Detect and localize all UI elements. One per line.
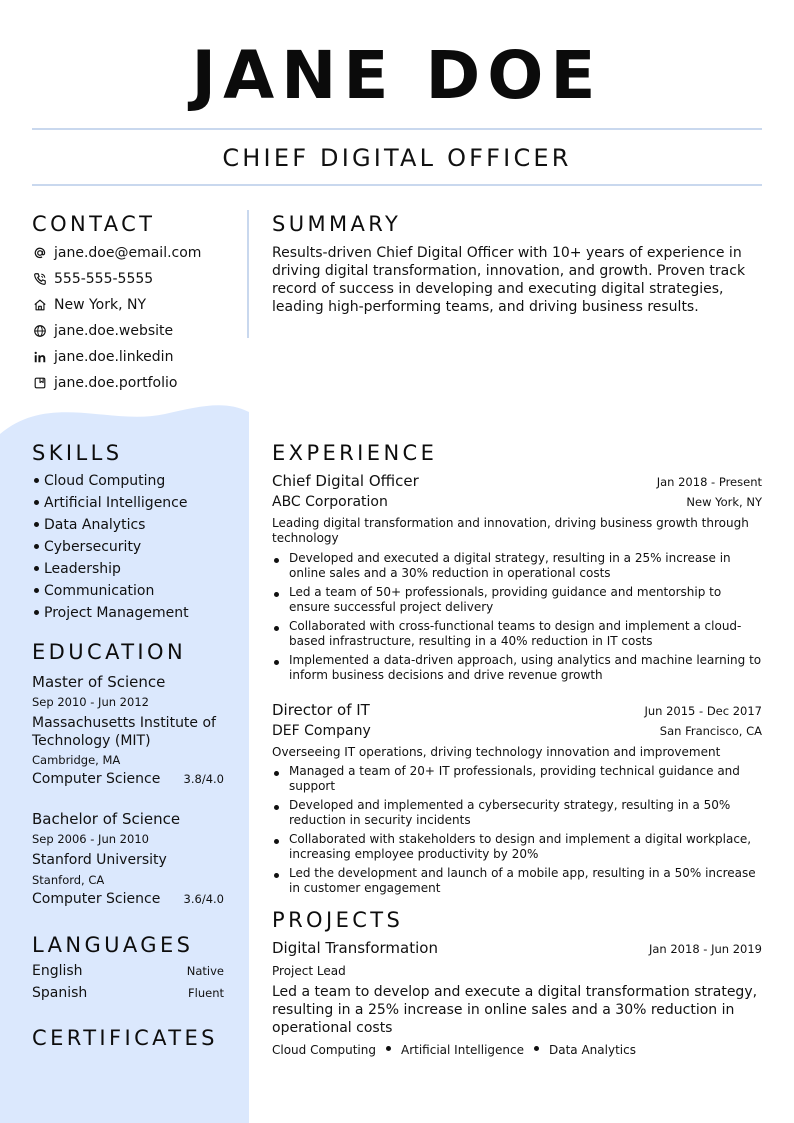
skill-item: Leadership (32, 558, 242, 580)
at-icon (32, 245, 48, 261)
education-entry (32, 809, 224, 907)
project-entry (272, 939, 762, 1058)
summary-heading: SUMMARY (272, 212, 402, 236)
experience-entry (272, 472, 762, 687)
company-name: ABC Corporation (272, 494, 388, 510)
degree: Master of Science (32, 673, 166, 691)
job-description: Leading digital transformation and innovation, driving business growth through technology (272, 516, 749, 545)
field-of-study: Computer Science (32, 771, 161, 787)
certificates-heading: CERTIFICATES (32, 1026, 218, 1050)
candidate-name: JANE DOE (191, 37, 603, 114)
contact-list (32, 240, 242, 396)
header-divider-bottom (32, 184, 762, 186)
contact-portfolio[interactable]: jane.doe.portfolio (32, 370, 242, 396)
skills-list (32, 470, 242, 624)
language-name: English (32, 963, 83, 979)
skill-item: Data Analytics (32, 514, 242, 536)
home-icon (32, 297, 48, 313)
skill-item: Artificial Intelligence (32, 492, 242, 514)
job-role: Director of IT (272, 701, 370, 719)
project-tag: Cloud Computing (272, 1043, 376, 1057)
field-of-study: Computer Science (32, 891, 161, 907)
languages-heading: LANGUAGES (32, 933, 194, 957)
header-divider-top (32, 128, 762, 130)
job-description: Overseeing IT operations, driving technology innovation and improvement (272, 745, 721, 759)
company-name: DEF Company (272, 723, 371, 739)
contact-heading: CONTACT (32, 212, 156, 236)
achievement-item: Managed a team of 20+ IT professionals, providing technical guidance and support (272, 764, 762, 794)
languages-list (32, 963, 224, 1007)
degree: Bachelor of Science (32, 810, 181, 828)
experience-heading: EXPERIENCE (272, 441, 438, 465)
language-name: Spanish (32, 985, 88, 1001)
project-tag: Artificial Intelligence (401, 1043, 524, 1057)
skill-item: Cybersecurity (32, 536, 242, 558)
project-name: Digital Transformation (272, 939, 438, 957)
education-location: Cambridge, MA (32, 753, 121, 767)
job-location: San Francisco, CA (659, 724, 762, 738)
language-row (32, 985, 224, 1007)
achievement-list (272, 764, 762, 896)
language-row (32, 963, 224, 985)
achievement-item: Developed and implemented a cybersecurity strategy, resulting in a 50% reduction in security incidents (272, 798, 762, 828)
gpa: 3.6/4.0 (183, 892, 224, 906)
contact-location: New York, NY (32, 292, 242, 318)
projects-heading: PROJECTS (272, 908, 404, 932)
job-location: New York, NY (686, 495, 762, 509)
skill-item: Communication (32, 580, 242, 602)
achievement-item: Developed and executed a digital strategy, resulting in a 25% increase in online sales and a 30% reduction in operational costs (272, 551, 762, 581)
job-role: Chief Digital Officer (272, 472, 419, 490)
education-dates: Sep 2006 - Jun 2010 (32, 832, 149, 846)
contact-phone[interactable]: 555-555-5555 (32, 266, 242, 292)
education-entry (32, 672, 224, 787)
experience-entry (272, 701, 762, 900)
education-location: Stanford, CA (32, 873, 105, 887)
contact-website[interactable]: jane.doe.website (32, 318, 242, 344)
achievement-item: Led the development and launch of a mobile app, resulting in a 50% increase in customer engagement (272, 866, 762, 896)
achievement-item: Collaborated with stakeholders to design and implement a digital workplace, increasing employee productivity by 20% (272, 832, 762, 862)
gpa: 3.8/4.0 (183, 772, 224, 786)
portfolio-icon (32, 375, 48, 391)
job-dates: Jan 2018 - Present (656, 475, 762, 489)
achievement-list (272, 551, 762, 683)
language-level: Fluent (188, 986, 224, 1000)
achievement-item: Led a team of 50+ professionals, providing guidance and mentorship to ensure successful project delivery (272, 585, 762, 615)
project-role: Project Lead (272, 964, 346, 978)
contact-email[interactable]: jane.doe@email.com (32, 240, 242, 266)
project-tag: Data Analytics (549, 1043, 636, 1057)
project-description: Led a team to develop and execute a digital transformation strategy, resulting in a 25% increase in online sales and a 30% reduction in operational costs (272, 984, 758, 1036)
achievement-item: Implemented a data-driven approach, using analytics and machine learning to inform business decisions and drive revenue growth (272, 653, 762, 683)
school: Massachusetts Institute of Technology (MIT) (32, 715, 216, 749)
school: Stanford University (32, 852, 167, 868)
job-title: CHIEF DIGITAL OFFICER (222, 144, 572, 172)
contact-linkedin[interactable]: jane.doe.linkedin (32, 344, 242, 370)
achievement-item: Collaborated with cross-functional teams to design and implement a cloud-based infrastructure, resulting in a 40% reduction in IT costs (272, 619, 762, 649)
education-dates: Sep 2010 - Jun 2012 (32, 695, 149, 709)
column-divider (247, 210, 249, 338)
linkedin-icon (32, 349, 48, 365)
phone-icon (32, 271, 48, 287)
skill-item: Project Management (32, 602, 242, 624)
project-tags (272, 1039, 762, 1058)
job-dates: Jun 2015 - Dec 2017 (644, 704, 762, 718)
skills-heading: SKILLS (32, 441, 123, 465)
globe-icon (32, 323, 48, 339)
skill-item: Cloud Computing (32, 470, 242, 492)
summary-text: Results-driven Chief Digital Officer with 10+ years of experience in driving digital transformation, innovation, and growth. Proven track record of success in developing and executing digital strategies, leading high-performing teams, and driving business results. (272, 245, 746, 315)
education-heading: EDUCATION (32, 640, 187, 664)
project-dates: Jan 2018 - Jun 2019 (648, 942, 762, 956)
language-level: Native (186, 964, 224, 978)
